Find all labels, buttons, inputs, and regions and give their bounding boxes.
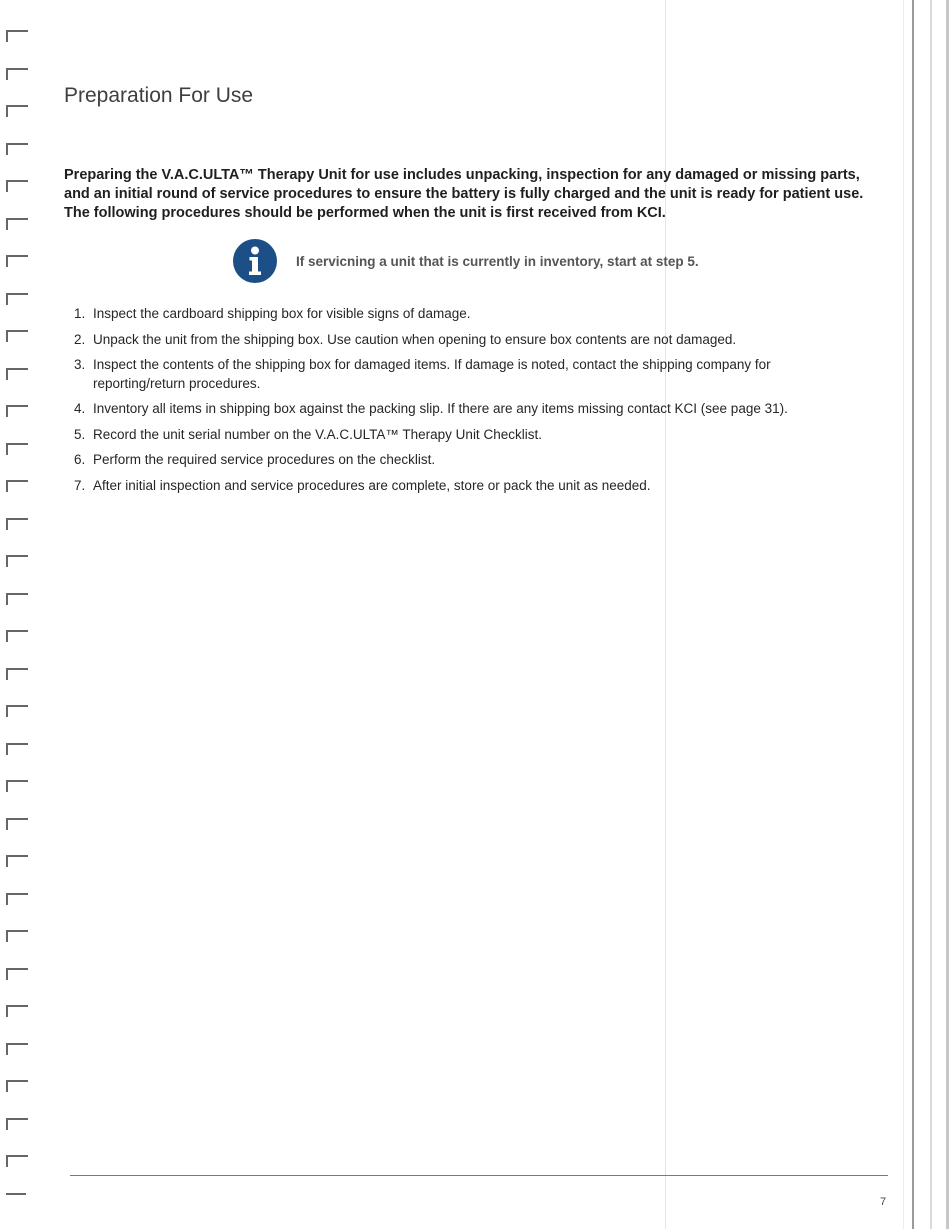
page-edge-line bbox=[912, 0, 914, 1229]
binding-hole bbox=[6, 368, 28, 380]
step-number: 4. bbox=[74, 401, 86, 416]
binding-hole bbox=[6, 143, 28, 155]
step-number: 3. bbox=[74, 357, 86, 372]
binding-hole bbox=[6, 743, 28, 755]
binding-hole bbox=[6, 293, 28, 305]
list-item bbox=[74, 305, 854, 324]
step-number: 2. bbox=[74, 331, 86, 347]
procedure-steps-list bbox=[74, 305, 854, 502]
step-text: Inspect the contents of the shipping box for damaged items. If damage is noted, contact the shipping company for reporting/return procedures. bbox=[93, 357, 771, 391]
binding-hole bbox=[6, 555, 28, 567]
binding-hole bbox=[6, 518, 28, 530]
binding-hole bbox=[6, 330, 28, 342]
binding-hole bbox=[6, 30, 28, 42]
binding-hole bbox=[6, 180, 28, 192]
step-text: After initial inspection and service procedures are complete, store or pack the unit as needed. bbox=[93, 477, 651, 493]
list-item bbox=[74, 477, 854, 496]
step-number: 1. bbox=[74, 306, 86, 321]
binding-hole bbox=[6, 668, 28, 680]
binding-hole bbox=[6, 968, 28, 980]
step-number: 5. bbox=[74, 426, 86, 442]
binding-hole bbox=[6, 855, 28, 867]
binding-hole bbox=[6, 930, 28, 942]
list-item bbox=[74, 331, 854, 350]
binding-hole bbox=[6, 405, 28, 417]
step-text: Inventory all items in shipping box against the packing slip. If there are any items missing contact KCI (see page 31). bbox=[93, 401, 788, 416]
step-number: 6. bbox=[74, 452, 86, 467]
binding-hole bbox=[6, 1043, 28, 1055]
page-edge-line bbox=[930, 0, 932, 1229]
binding-hole bbox=[6, 705, 28, 717]
binding-hole bbox=[6, 1118, 28, 1130]
binding-hole bbox=[6, 443, 28, 455]
page-edge-line bbox=[946, 0, 949, 1229]
step-text: Inspect the cardboard shipping box for visible signs of damage. bbox=[93, 306, 471, 321]
binding-hole bbox=[6, 68, 28, 80]
list-item bbox=[74, 451, 854, 470]
binding-hole bbox=[6, 593, 28, 605]
binding-hole bbox=[6, 1005, 28, 1017]
binding-hole bbox=[6, 630, 28, 642]
binding-hole bbox=[6, 218, 28, 230]
footer-rule bbox=[70, 1175, 888, 1176]
page-number: 7 bbox=[880, 1196, 887, 1208]
info-note-text: If servicning a unit that is currently in inventory, start at step 5. bbox=[296, 253, 699, 269]
binding-hole bbox=[6, 818, 28, 830]
binding-hole bbox=[6, 893, 28, 905]
binding-hole bbox=[6, 1193, 26, 1205]
list-item bbox=[74, 426, 854, 445]
page-edge-line bbox=[903, 0, 904, 1229]
binding-hole bbox=[6, 255, 28, 267]
page-title: Preparation For Use bbox=[64, 84, 254, 107]
binding-hole bbox=[6, 105, 28, 117]
info-note bbox=[232, 238, 699, 284]
step-number: 7. bbox=[74, 477, 86, 493]
step-text: Perform the required service procedures on the checklist. bbox=[93, 452, 436, 467]
list-item bbox=[74, 356, 854, 393]
binding-holes bbox=[6, 30, 36, 1200]
binding-hole bbox=[6, 1080, 28, 1092]
intro-paragraph: Preparing the V.A.C.ULTA™ Therapy Unit for use includes unpacking, inspection for any damaged or missing parts, and an initial round of service procedures to ensure the battery is fully charged and the unit is ready for patient use. The following procedures should be performed when the unit is first received from KCI. bbox=[64, 167, 864, 221]
step-text: Unpack the unit from the shipping box. Use caution when opening to ensure box contents are not damaged. bbox=[93, 331, 737, 347]
list-item bbox=[74, 400, 854, 419]
step-text: Record the unit serial number on the V.A.C.ULTA™ Therapy Unit Checklist. bbox=[93, 426, 542, 442]
binding-hole bbox=[6, 1155, 28, 1167]
binding-hole bbox=[6, 480, 28, 492]
binding-hole bbox=[6, 780, 28, 792]
info-icon bbox=[232, 238, 278, 284]
